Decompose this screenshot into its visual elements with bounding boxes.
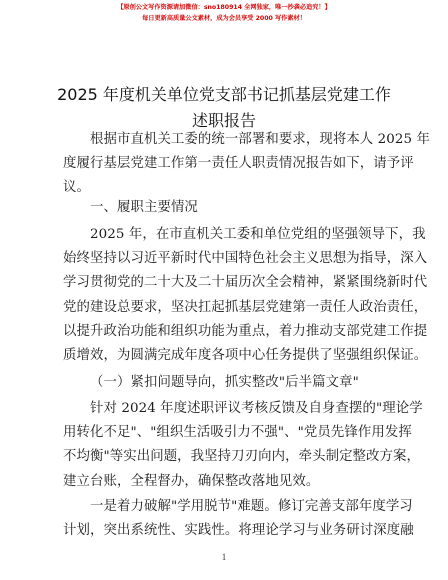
text-line: 针对 2024 年度述职评议考核反馈及自身查摆的"理论学 bbox=[90, 401, 423, 416]
text-line: 度履行基层党建工作第一责任人职责情况报告如下，请予评 bbox=[63, 156, 414, 172]
text-line: 不均衡"等实出问题，我坚持刀刃向内，牵头制定整改方案， bbox=[63, 449, 421, 465]
text-line: 议。 bbox=[63, 180, 90, 196]
text-line: 一是着力破解"学用脱节"难题。修订完善支部年度学习 bbox=[90, 499, 413, 514]
rectification-paragraph bbox=[63, 397, 423, 494]
performance-paragraph bbox=[63, 223, 428, 368]
text-line: 以提升政治功能和组织功能为重点，着力推动支部党建工作提 bbox=[63, 323, 428, 339]
text-line: 用转化不足"、"组织生活吸引力不强"、"党员先锋作用发挥 bbox=[63, 425, 412, 441]
document-title bbox=[40, 82, 408, 134]
text-line: 学习贯彻党的二十大及二十届历次全会精神，紧紧围绕新时代 bbox=[63, 275, 428, 291]
banner-line-1: 【原创公文写作资源请加微信：sno180914 全网独家，唯一抄袭必追究！】 bbox=[117, 4, 331, 11]
title-line-2: 述职报告 bbox=[191, 111, 256, 130]
title-line-1: 2025 年度机关单位党支部书记抓基层党建工作 bbox=[57, 85, 391, 104]
text-line: 始终坚持以习近平新时代中国特色社会主义思想为指导，深入 bbox=[63, 251, 428, 267]
banner-line-2: 每日更新高质量公文素材，成为会员享受 2000 写作素材！ bbox=[142, 15, 306, 22]
text-line: 质增效，为圆满完成年度各项中心任务提供了坚强组织保证。 bbox=[63, 347, 428, 363]
study-paragraph bbox=[63, 495, 414, 543]
text-line: 计划，突出系统性、实践性。将理论学习与业务研讨深度融 bbox=[63, 523, 414, 539]
text-line: 党的建设总要求，坚决扛起抓基层党建第一责任人政治责任， bbox=[63, 299, 428, 315]
text-line: 建立台账，全程督办，确保整改落地见效。 bbox=[63, 473, 320, 489]
intro-paragraph bbox=[63, 128, 430, 201]
text-line: 根据市直机关工委的统一部署和要求，现将本人 2025 年 bbox=[90, 132, 430, 147]
section-heading: 一、履职主要情况 bbox=[90, 200, 198, 215]
text-line: 2025 年，在市直机关工委和单位党组的坚强领导下，我 bbox=[90, 227, 426, 242]
page-number: 1 bbox=[221, 552, 227, 562]
header-banner bbox=[0, 2, 448, 24]
subsection-heading: （一）紧扣问题导向，抓实整改"后半篇文章" bbox=[90, 375, 359, 390]
